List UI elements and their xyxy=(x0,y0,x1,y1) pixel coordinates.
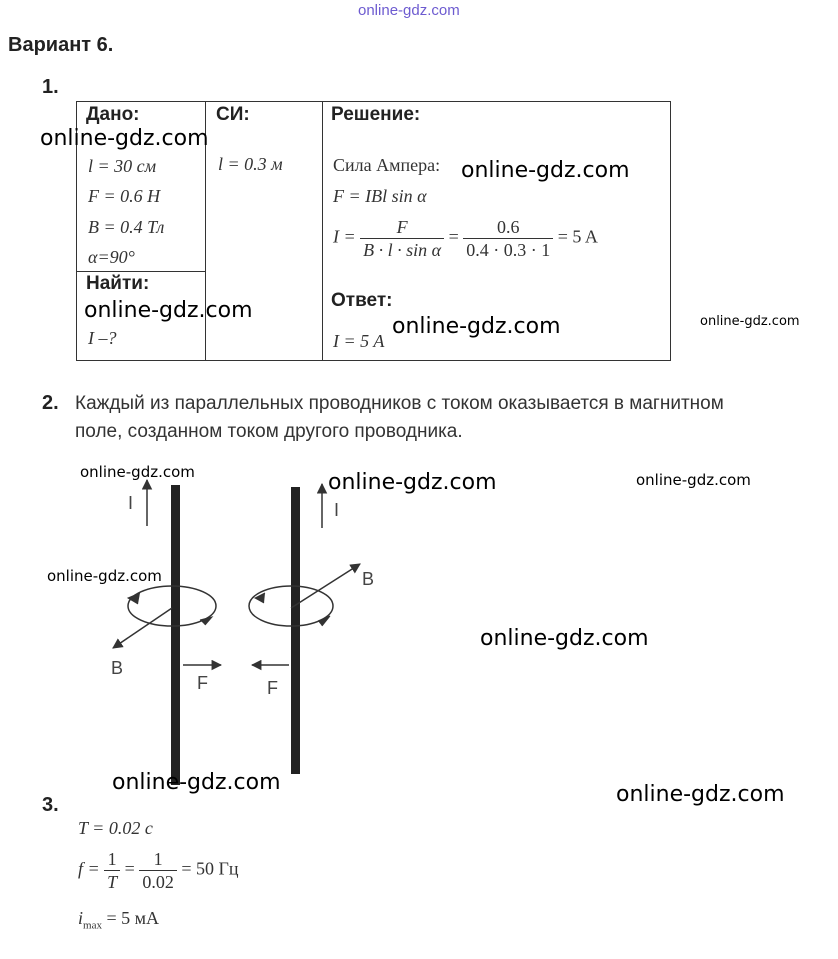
fraction-f-over-bl: $\frac{F}{\text{B · l · sin α}}$ xyxy=(360,216,444,261)
task3-frequency xyxy=(78,848,239,893)
find-header: Найти: xyxy=(86,273,150,294)
label-b-right: B xyxy=(362,569,375,589)
find-value: I –? xyxy=(88,328,117,348)
watermark-9: online-gdz.com xyxy=(47,567,162,585)
table-divider-2 xyxy=(322,102,323,361)
watermark-10: online-gdz.com xyxy=(480,626,649,651)
freq-lhs: f = xyxy=(78,858,100,879)
label-b-left: B xyxy=(111,658,124,678)
watermark-7: online-gdz.com xyxy=(328,470,497,495)
watermark-8: online-gdz.com xyxy=(636,471,751,489)
table-divider-find xyxy=(77,271,206,272)
given-b: B = 0.4 Тл xyxy=(88,217,165,237)
watermark-1: online-gdz.com xyxy=(40,126,209,151)
watermark-5: online-gdz.com xyxy=(700,314,800,329)
watermark-11: online-gdz.com xyxy=(112,770,281,795)
task3-period: T = 0.02 с xyxy=(78,818,153,838)
site-header-link[interactable]: online-gdz.com xyxy=(358,2,460,19)
variant-title: Вариант 6. xyxy=(8,34,114,56)
freq-eq: = xyxy=(124,858,135,879)
loop-arrow-left xyxy=(128,593,140,604)
task3-number: 3. xyxy=(42,794,59,816)
right-conductor xyxy=(291,487,300,774)
given-f: F = 0.6 Н xyxy=(88,186,161,206)
si-l: l = 0.3 м xyxy=(218,154,283,174)
formula-lhs: I = xyxy=(333,226,356,247)
watermark-12: online-gdz.com xyxy=(616,782,785,807)
si-header: СИ: xyxy=(216,104,250,125)
label-f-right: F xyxy=(267,678,278,698)
freq-fraction-2: $\frac{1}{0.02}$ xyxy=(139,848,177,893)
task1-number: 1. xyxy=(42,76,59,98)
formula-result: = 5 A xyxy=(557,226,598,247)
given-alpha: α=90° xyxy=(88,247,135,267)
task2-text-line1: Каждый из параллельных проводников с током оказывается в магнитном xyxy=(75,393,724,414)
label-f-left: F xyxy=(197,673,208,693)
left-conductor xyxy=(171,485,180,785)
label-current-left: I xyxy=(128,493,134,513)
watermark-4: online-gdz.com xyxy=(392,314,561,339)
loop-arrow-right-bottom xyxy=(318,616,330,626)
answer-value: I = 5 A xyxy=(333,331,385,351)
answer-header: Ответ: xyxy=(331,290,393,311)
solution-formula: F = IBl sin α xyxy=(333,186,427,206)
label-current-right: I xyxy=(334,500,340,520)
solution-ampere: Сила Ампера: xyxy=(333,155,441,175)
given-header: Дано: xyxy=(86,104,140,125)
loop-arrow-left-bottom xyxy=(200,617,212,625)
watermark-3: online-gdz.com xyxy=(84,298,253,323)
freq-fraction-1: $\frac{1}{T}$ xyxy=(104,848,120,893)
task3-imax: $i_{max} = 5$ мА xyxy=(78,908,160,932)
fraction-numeric: $\frac{0.6}{0.4 \cdot 0.3 \cdot 1}$ xyxy=(463,216,553,261)
parallel-conductors-diagram xyxy=(0,460,420,790)
watermark-6: online-gdz.com xyxy=(80,463,195,481)
b-vector-left xyxy=(113,608,172,648)
solution-header: Решение: xyxy=(331,104,421,125)
current-formula xyxy=(333,216,598,261)
freq-result: = 50 Гц xyxy=(181,858,239,879)
watermark-2: online-gdz.com xyxy=(461,158,630,183)
task2-text-line2: поле, созданном током другого проводника. xyxy=(75,421,463,442)
given-l: l = 30 см xyxy=(88,156,157,176)
formula-eq: = xyxy=(448,226,459,247)
task2-number: 2. xyxy=(42,392,59,414)
